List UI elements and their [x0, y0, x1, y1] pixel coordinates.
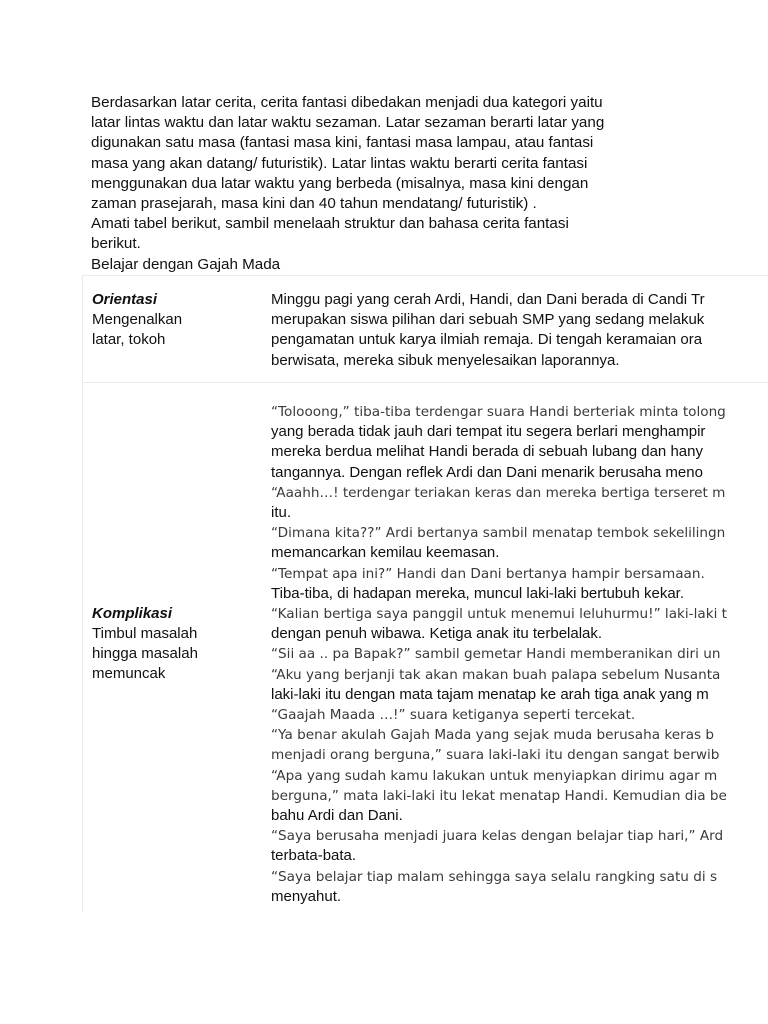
komplikasi-text-line: dengan penuh wibawa. Ketiga anak itu terbelalak.	[271, 625, 603, 643]
komplikasi-text-line: menyahut.	[271, 887, 342, 905]
komplikasi-text-line: “Aku yang berjanji tak akan makan buah palapa sebelum Nusanta	[271, 666, 721, 683]
intro-line: berikut.	[91, 235, 141, 253]
orientasi-title: Orientasi	[92, 291, 158, 308]
intro-line: latar lintas waktu dan latar waktu sezaman. Latar sezaman berarti latar yang	[91, 114, 605, 132]
komplikasi-text-line: “Apa yang sudah kamu lakukan untuk menyiapkan dirimu agar m	[271, 767, 718, 784]
story-title: Belajar dengan Gajah Mada	[91, 255, 281, 273]
komplikasi-title: Komplikasi	[92, 605, 173, 622]
komplikasi-text-line: “Saya belajar tiap malam sehingga saya selalu rangking satu di s	[271, 868, 718, 885]
komplikasi-text-line: laki-laki itu dengan mata tajam menatap ke arah tiga anak yang m	[271, 685, 709, 703]
komplikasi-text-line: “Aaahh…! terdengar teriakan keras dan mereka bertiga terseret m	[271, 484, 726, 501]
orientasi-text-line: merupakan siswa pilihan dari sebuah SMP yang sedang melakuk	[271, 311, 705, 329]
komplikasi-text-line: yang berada tidak jauh dari tempat itu segera berlari menghampir	[271, 423, 706, 441]
story-structure-table	[82, 275, 768, 912]
intro-line: digunakan satu masa (fantasi masa kini, fantasi masa lampau, atau fantasi	[91, 134, 594, 152]
orientasi-text-line: berwisata, mereka sibuk menyelesaikan laporannya.	[271, 351, 620, 369]
komplikasi-text-line: itu.	[271, 504, 292, 522]
komplikasi-text-line: “Tolooong,” tiba-tiba terdengar suara Handi berteriak minta tolong	[271, 404, 726, 420]
komplikasi-content-cell	[271, 383, 768, 913]
intro-line: menggunakan dua latar waktu yang berbeda (misalnya, masa kini dengan	[91, 174, 589, 192]
orientasi-text-line: pengamatan untuk karya ilmiah remaja. Di tengah keramaian ora	[271, 331, 703, 349]
intro-line: masa yang akan datang/ futuristik). Latar lintas waktu berarti cerita fantasi	[91, 154, 588, 172]
komplikasi-text-line: Tiba-tiba, di hadapan mereka, muncul laki-laki bertubuh kekar.	[271, 584, 684, 602]
orientasi-content-cell	[271, 276, 768, 383]
komplikasi-text-line: menjadi orang berguna,” suara laki-laki itu dengan sangat berwib	[271, 747, 720, 764]
orientasi-text-line: Minggu pagi yang cerah Ardi, Handi, dan Dani berada di Candi Tr	[271, 291, 705, 308]
intro-line: zaman prasejarah, masa kini dan 40 tahun mendatang/ futuristik) .	[91, 195, 537, 213]
komplikasi-label-cell	[83, 383, 272, 913]
komplikasi-text-line: tangannya. Dengan reflek Ardi dan Dani menarik berusaha meno	[271, 463, 703, 481]
komplikasi-text-line: “Kalian bertiga saya panggil untuk menemui leluhurmu!” laki-laki t	[271, 606, 727, 623]
komplikasi-text-line: terbata-bata.	[271, 847, 357, 865]
intro-line: Amati tabel berikut, sambil menelaah struktur dan bahasa cerita fantasi	[91, 215, 569, 233]
komplikasi-text-line: memancarkan kemilau keemasan.	[271, 544, 500, 562]
orientasi-desc-line: Mengenalkan	[92, 311, 183, 328]
komplikasi-text-line: “Tempat apa ini?” Handi dan Dani bertanya hampir bersamaan.	[271, 565, 705, 582]
komplikasi-text-line: “Gaajah Maada …!” suara ketiganya seperti tercekat.	[271, 707, 636, 724]
komplikasi-text-line: mereka berdua melihat Handi berada di sebuah lubang dan hany	[271, 443, 703, 461]
komplikasi-text-line: “Ya benar akulah Gajah Mada yang sejak muda berusaha keras b	[271, 727, 715, 744]
komplikasi-text-line: bahu Ardi dan Dani.	[271, 807, 403, 825]
intro-line: Berdasarkan latar cerita, cerita fantasi dibedakan menjadi dua kategori yaitu	[91, 94, 603, 111]
table-row-orientasi	[83, 276, 768, 383]
komplikasi-text-line: “Sii aa .. pa Bapak?” sambil gemetar Handi memberanikan diri un	[271, 646, 721, 663]
komplikasi-desc-line: Timbul masalah	[92, 625, 198, 642]
komplikasi-text-line: berguna,” mata laki-laki itu lekat menatap Handi. Kemudian dia be	[271, 787, 727, 804]
komplikasi-desc-line: hingga masalah	[92, 645, 198, 662]
intro-paragraph	[91, 93, 691, 275]
komplikasi-desc-line: memuncak	[92, 665, 166, 682]
orientasi-desc-line: latar, tokoh	[92, 331, 166, 348]
orientasi-label-cell	[83, 276, 272, 383]
komplikasi-text-line: “Saya berusaha menjadi juara kelas dengan belajar tiap hari,” Ard	[271, 828, 724, 845]
komplikasi-text-line: “Dimana kita??” Ardi bertanya sambil menatap tembok sekelilingn	[271, 525, 726, 542]
table-row-komplikasi	[83, 383, 768, 913]
